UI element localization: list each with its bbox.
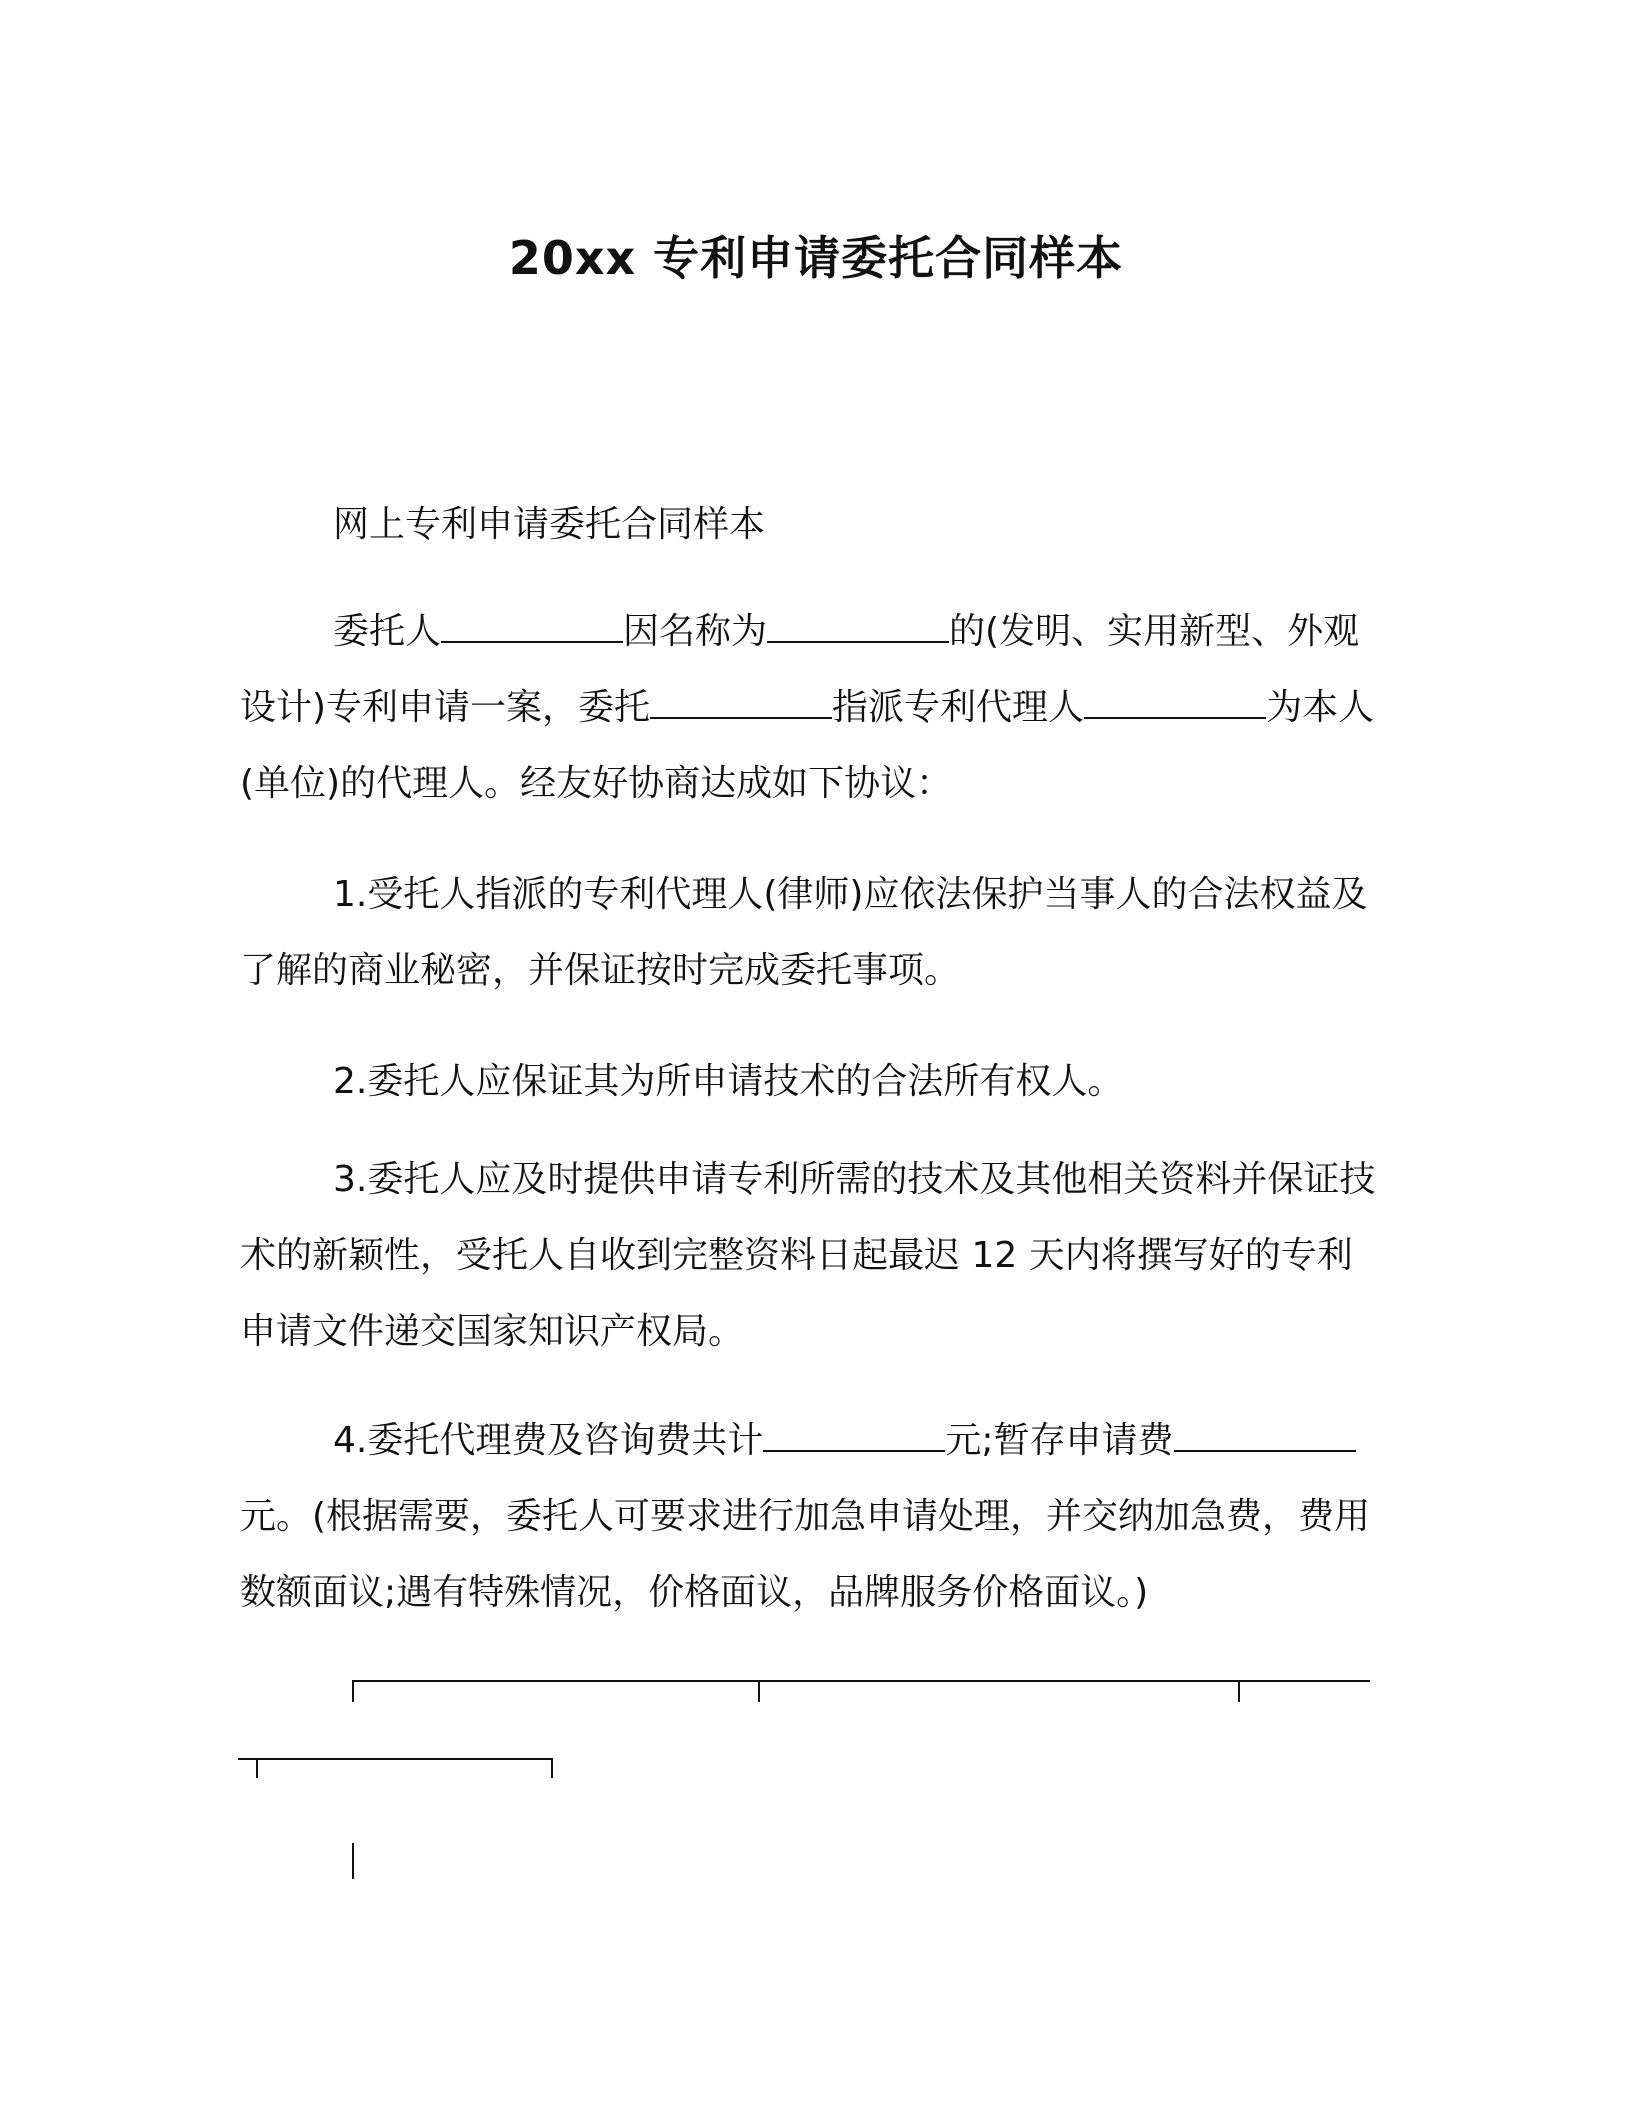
para-text: 因名称为 (623, 611, 768, 652)
para-text: 元。(根据需要，委托人可要求进行加急申请处理，并交纳加急费，费用数额面议;遇有特殊情况，价格面议，品牌服务价格面议。) (240, 1496, 1371, 1613)
blank-field (763, 1420, 945, 1452)
table-rule-top (352, 1680, 1370, 1682)
blank-field (650, 687, 832, 719)
table-tick (758, 1680, 760, 1702)
para-text: 委托人 (333, 611, 442, 652)
table-tick (1238, 1680, 1240, 1702)
document-subtitle: 网上专利申请委托合同样本 (333, 504, 766, 545)
para-text: 指派专利代理人 (832, 687, 1085, 728)
table-tick (551, 1758, 553, 1778)
para-text: 的(发明、实用新型、外观设计)专利申请一案，委托 (240, 611, 1360, 728)
clause-2: 2.委托人应保证其为所申请技术的合法所有权人。 (333, 1061, 1124, 1102)
para-text: 4.委托代理费及咨询费共计 (333, 1420, 764, 1461)
para-text: 元;暂存申请费 (945, 1420, 1174, 1461)
table-tick (352, 1680, 354, 1702)
blank-field (1174, 1420, 1356, 1452)
clause-4 (240, 1403, 1380, 1631)
blank-field (1084, 687, 1266, 719)
blank-field (441, 611, 623, 643)
para-text: 为本人(单位)的代理人。经友好协商达成如下协议： (240, 687, 1375, 804)
table-tick (256, 1758, 258, 1778)
table-rule-middle (238, 1758, 552, 1760)
clause-1: 1.受托人指派的专利代理人(律师)应依法保护当事人的合法权益及了解的商业秘密，并保证按时完成委托事项。 (240, 874, 1368, 991)
clause-3: 3.委托人应及时提供申请专利所需的技术及其他相关资料并保证技术的新颖性，受托人自收到完整资料日起最迟 12 天内将撰写好的专利申请文件递交国家知识产权局。 (240, 1159, 1376, 1352)
document-title: 20xx 专利申请委托合同样本 (508, 231, 1124, 285)
table-tick (352, 1843, 354, 1879)
paragraph-parties (240, 594, 1380, 822)
blank-field (767, 611, 949, 643)
